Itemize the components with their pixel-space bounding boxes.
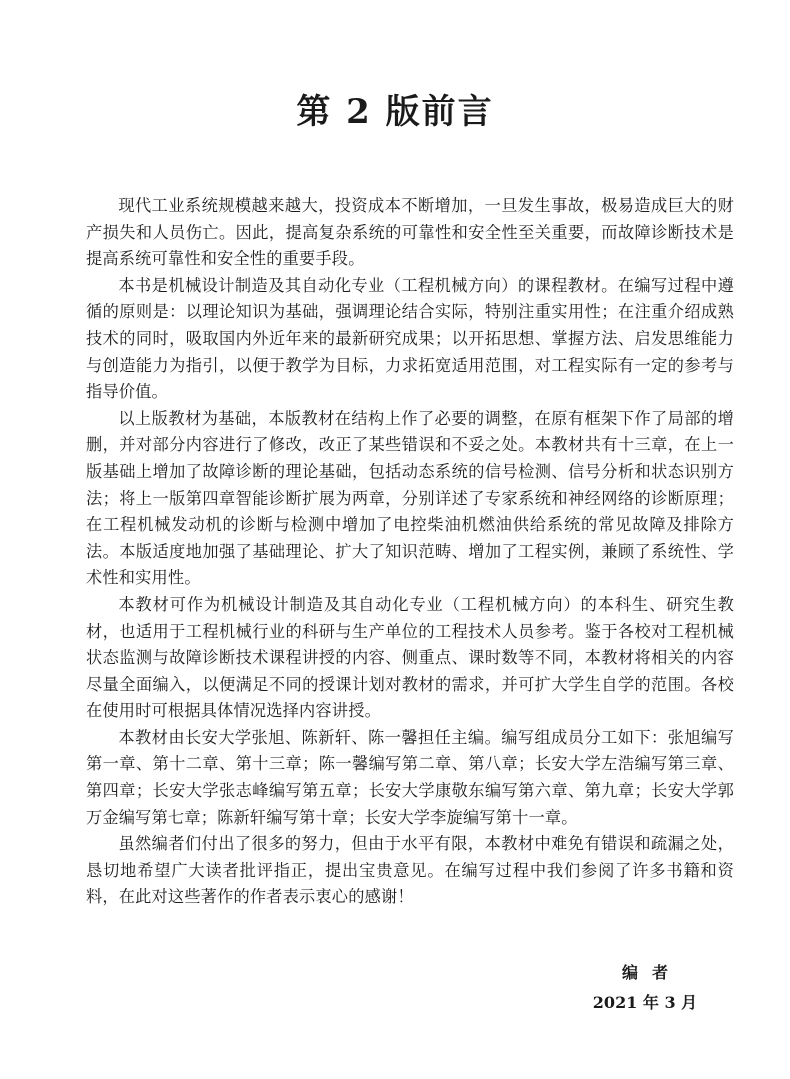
page-title: 第 2 版前言 [296,92,494,132]
paragraph: 本教材由长安大学张旭、陈新轩、陈一馨担任主编。编写组成员分工如下：张旭编写第一章、第十二章、第十三章；陈一馨编写第二章、第八章；长安大学左浩编写第三章、第四章；长安大学张志峰编写第五章；长安大学康敬东编写第六章、第九章；长安大学郭万金编写第七章；陈新轩编写第十章；长安大学李旋编写第十一章。 [86,727,734,827]
paragraph: 现代工业系统规模越来越大，投资成本不断增加，一旦发生事故，极易造成巨大的财产损失和人员伤亡。因此，提高复杂系统的可靠性和安全性至关重要，而故障诊断技术是提高系统可靠性和安全性的重要手段。 [86,196,734,269]
signature-date: 2021 年 3 月 [592,993,698,1012]
paragraph: 本书是机械设计制造及其自动化专业（工程机械方向）的课程教材。在编写过程中遵循的原则是：以理论知识为基础，强调理论结合实际，特别注重实用性；在注重介绍成熟技术的同时，吸取国内外近年来的最新研究成果；以开拓思想、掌握方法、启发思维能力与创造能力为指引，以便于教学为目标，力求拓宽适用范围，对工程实际有一定的参考与指导价值。 [86,275,734,402]
signature-author: 编者 [621,963,682,982]
signature-block [580,958,710,1018]
preface-body [86,193,734,911]
paragraph: 本教材可作为机械设计制造及其自动化专业（工程机械方向）的本科生、研究生教材，也适用于工程机械行业的科研与生产单位的工程技术人员参考。鉴于各校对工程机械状态监测与故障诊断技术课程讲授的内容、侧重点、课时数等不同，本教材将相关的内容尽量全面编入，以便满足不同的授课计划对教材的需求，并可扩大学生自学的范围。各校在使用时可根据具体情况选择内容讲授。 [86,594,734,721]
paragraph: 以上版教材为基础，本版教材在结构上作了必要的调整，在原有框架下作了局部的增删，并对部分内容进行了修改，改正了某些错误和不妥之处。本教材共有十三章，在上一版基础上增加了故障诊断的理论基础，包括动态系统的信号检测、信号分析和状态识别方法；将上一版第四章智能诊断扩展为两章，分别详述了专家系统和神经网络的诊断原理；在工程机械发动机的诊断与检测中增加了电控柴油机燃油供给系统的常见故障及排除方法。本版适度地加强了基础理论、扩大了知识范畴、增加了工程实例，兼顾了系统性、学术性和实用性。 [86,408,734,588]
paragraph: 虽然编者们付出了很多的努力，但由于水平有限，本教材中难免有错误和疏漏之处，恳切地希望广大读者批评指正，提出宝贵意见。在编写过程中我们参阅了许多书籍和资料，在此对这些著作的作者表示衷心的感谢！ [86,834,734,907]
